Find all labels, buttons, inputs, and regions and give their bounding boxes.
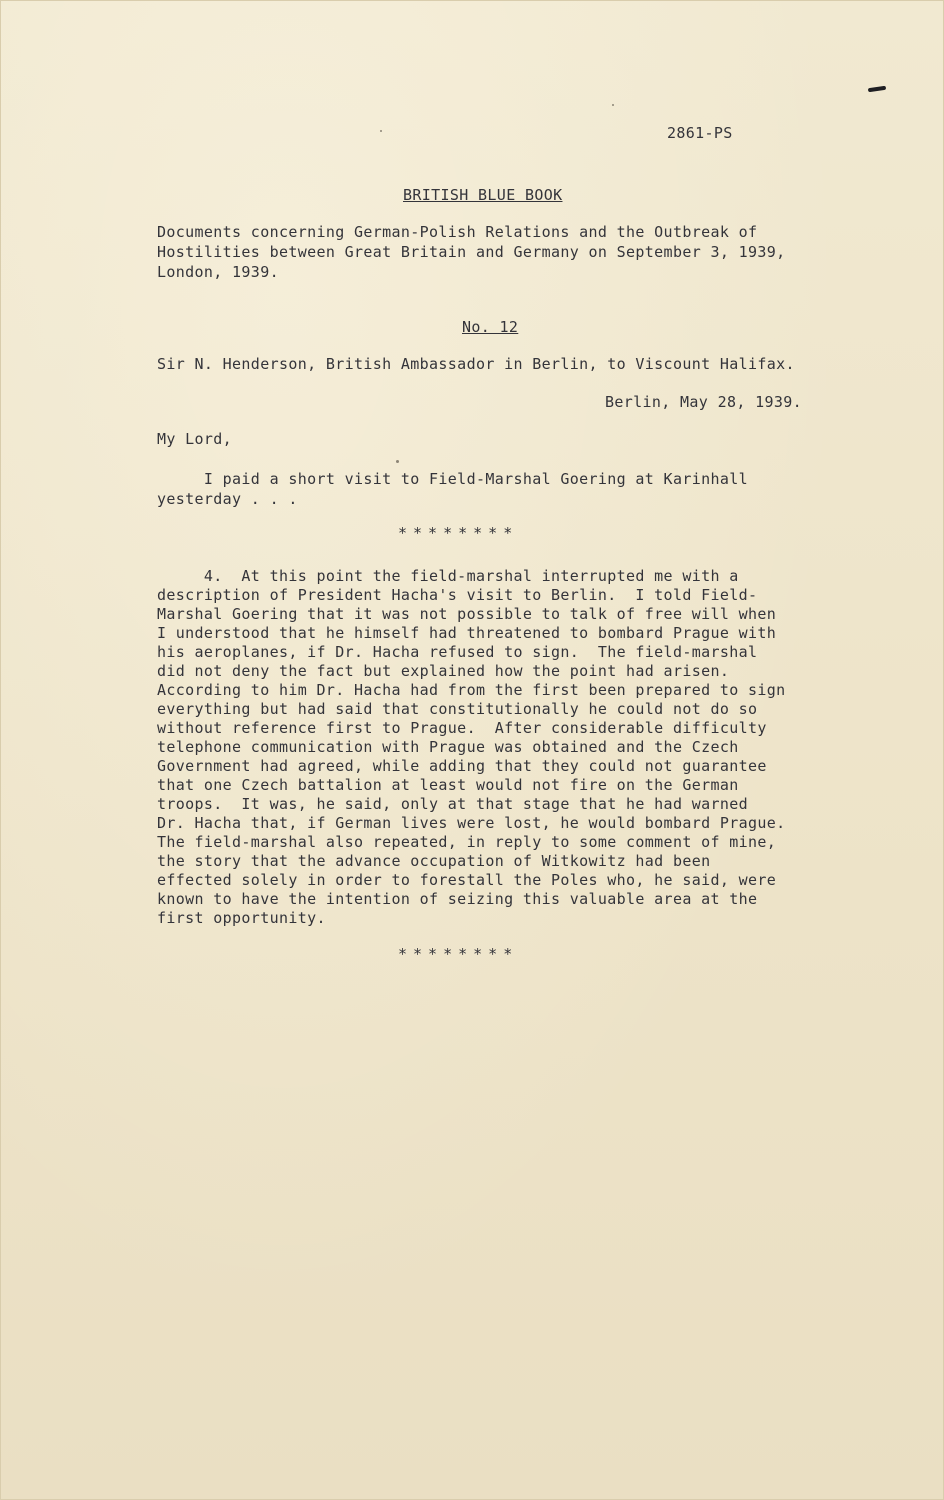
paper-speck [612,104,614,106]
subtitle-line: London, 1939. [157,263,279,281]
paragraph-4-line: 4. At this point the field-marshal interrupted me with a [157,567,739,585]
dispatch-heading: Sir N. Henderson, British Ambassador in Berlin, to Viscount Halifax. [157,355,795,373]
paragraph-4-line: description of President Hacha's visit to Berlin. I told Field- [157,586,758,604]
paragraph-1-line: yesterday . . . [157,490,298,508]
separator-asterisks: ******** [398,945,519,963]
paragraph-1-line: I paid a short visit to Field-Marshal Goering at Karinhall [157,470,748,488]
paragraph-4-line: I understood that he himself had threatened to bombard Prague with [157,624,777,642]
series-title: BRITISH BLUE BOOK [403,186,563,204]
paragraph-4-line: The field-marshal also repeated, in reply to some comment of mine, [157,833,777,851]
paragraph-4-line: Government had agreed, while adding that they could not guarantee [157,757,767,775]
paragraph-4-line: effected solely in order to forestall the Poles who, he said, were [157,871,777,889]
paragraph-4-line: without reference first to Prague. After considerable difficulty [157,719,767,737]
subtitle-line: Documents concerning German-Polish Relations and the Outbreak of [157,223,758,241]
paragraph-4-line: telephone communication with Prague was obtained and the Czech [157,738,739,756]
separator-asterisks: ******** [398,524,519,542]
paragraph-4-line: known to have the intention of seizing this valuable area at the [157,890,758,908]
paragraph-4-line: the story that the advance occupation of Witkowitz had been [157,852,711,870]
subtitle-line: Hostilities between Great Britain and Germany on September 3, 1939, [157,243,786,261]
place-date: Berlin, May 28, 1939. [605,393,802,411]
pen-mark [868,86,886,92]
salutation: My Lord, [157,430,233,448]
paragraph-4-line: first opportunity. [157,909,326,927]
document-number: 2861-PS [667,124,733,142]
paragraph-4-line: Dr. Hacha that, if German lives were lost, he would bombard Prague. [157,814,786,832]
paragraph-4-line: that one Czech battalion at least would not fire on the German [157,776,739,794]
paragraph-4-line: troops. It was, he said, only at that stage that he had warned [157,795,748,813]
paragraph-4-line: Marshal Goering that it was not possible to talk of free will when [157,605,777,623]
paragraph-4-line: his aeroplanes, if Dr. Hacha refused to sign. The field-marshal [157,643,758,661]
document-no: No. 12 [462,318,519,336]
paper-speck [396,460,399,463]
paragraph-4-line: everything but had said that constitutionally he could not do so [157,700,758,718]
paper-speck [380,130,382,132]
paragraph-4-line: According to him Dr. Hacha had from the first been prepared to sign [157,681,786,699]
paragraph-4-line: did not deny the fact but explained how the point had arisen. [157,662,730,680]
